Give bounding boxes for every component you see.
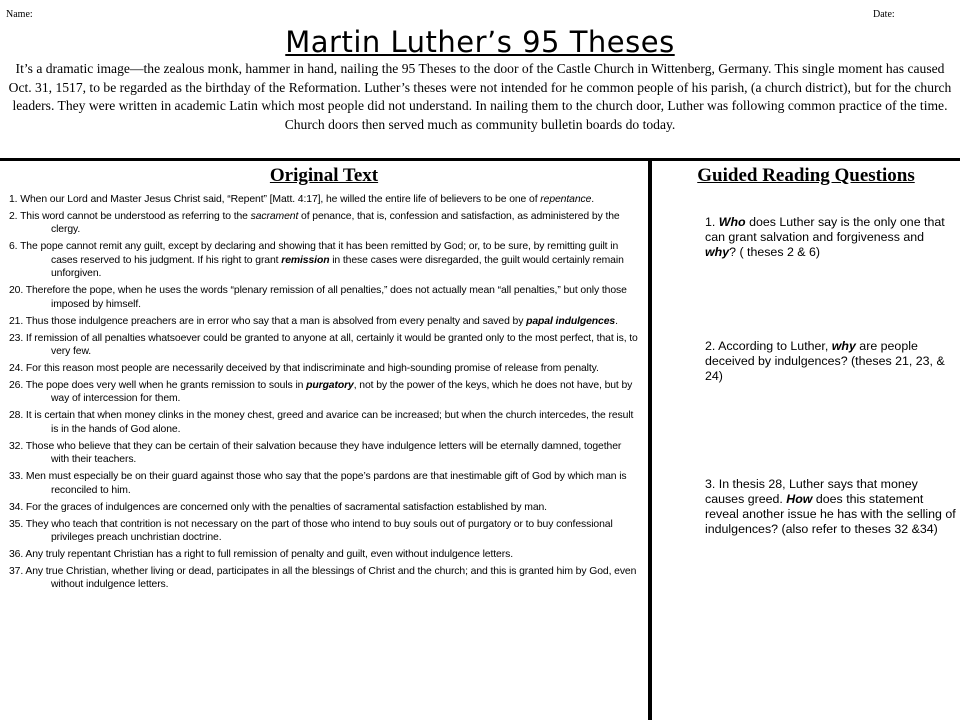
question-3 [705,477,957,537]
question-2-text-a: 2. According to Luther, [705,339,832,353]
thesis-item [5,409,638,436]
original-text-heading: Original Text [269,165,379,186]
intro-paragraph: It’s a dramatic image—the zealous monk, hammer in hand, nailing the 95 Theses to the door of the Castle Church in Wittenberg, Germany. This single moment has caused Oct. 31, 1517, to be regarded as the birthday of the Reformation. Luther’s theses were not intended for he common people of his parish, (a church district), but for the church leaders. They were written in academic Latin which most people did not understand. In nailing them to the church door, Luther was following common practice of the time. Church doors then served much as community bulletin boards do today. [8,61,952,132]
question-1-text-e: ? ( theses 2 & 6) [729,245,821,259]
question-3-how: How [786,492,813,506]
thesis-post: . [615,315,618,327]
thesis-emph: repentance [540,194,592,205]
name-label: Name: [6,9,33,20]
question-2-why: why [831,339,856,353]
thesis-pre: 34. For the graces of indulgences are concerned only with the penalties of sacramental satisfaction established by man. [9,501,547,513]
thesis-post: , not by the power of the keys, which he does not have, but by way of intercession for them. [51,380,633,405]
thesis-emph: purgatory [306,380,354,392]
thesis-item [5,193,638,206]
thesis-post: . [591,194,595,205]
page-title: Martin Luther’s 95 Theses [285,25,675,59]
thesis-item [5,315,638,328]
thesis-item [5,548,638,561]
thesis-pre: 37. Any true Christian, whether living or dead, participates in all the blessings of Christ and the church; and this is granted him by God, even without indulgence letters. [9,566,637,591]
thesis-pre: 6. The pope cannot remit any guilt, except by declaring and showing that it has been remitted by God; or, to be sure, by remitting guilt in cases reserved to his judgment. If his right to grant [9,241,619,266]
thesis-pre: 26. The pope does very well when he grants remission to souls in [9,380,307,392]
thesis-pre: 33. Men must especially be on their guard against those who say that the pope’s pardons are that inestimable gift of God by which man is reconciled to him. [9,471,627,496]
thesis-pre: 35. They who teach that contrition is not necessary on the part of those who intend to buy souls out of purgatory or to buy confessional privileges preach unchristian doctrine. [9,518,613,544]
thesis-pre: 1. When our Lord and Master Jesus Christ said, “Repent” [Matt. 4:17], he willed the entire life of believers to be one of [9,194,541,205]
thesis-pre: 24. For this reason most people are necessarily deceived by that indiscriminate and high-sounding promise of release from penalty. [9,363,599,375]
questions-column [652,163,960,536]
question-2-text-c: are people deceived by indulgences? (theses 21, 23, & 24) [705,339,945,383]
theses-list [0,193,648,592]
thesis-item [5,501,638,514]
thesis-item [5,470,638,497]
thesis-pre: 23. If remission of all penalties whatsoever could be granted to anyone at all, certainly it would be granted only to the most perfect, that is, to very few. [9,332,638,358]
thesis-item [5,240,638,280]
thesis-pre: 32. Those who believe that they can be certain of their salvation because they have indulgence letters will be eternally damned, together with their teachers. [9,440,622,466]
thesis-emph: remission [281,254,330,266]
thesis-item [5,332,638,359]
thesis-item [5,210,638,237]
thesis-pre: 2. This word cannot be understood as referring to the [9,211,251,222]
thesis-post: in these cases were disregarded, the guilt would certainly remain unforgiven. [51,254,624,280]
question-1 [705,215,957,260]
thesis-item [5,518,638,545]
questions-heading: Guided Reading Questions [697,165,915,186]
question-3-text-c: does this statement reveal another issue he has with the selling of indulgences? (also refer to theses 32 &34) [705,492,956,536]
question-1-who: Who [718,215,746,229]
thesis-emph: sacrament [250,211,299,222]
question-1-text-c: does Luther say is the only one that can grant salvation and forgiveness and [705,215,945,244]
question-1-why: why [705,245,730,259]
date-label: Date: [873,9,895,20]
thesis-pre: 36. Any truly repentant Christian has a right to full remission of penalty and guilt, even without indulgence letters. [9,549,513,561]
thesis-item [5,362,638,375]
thesis-emph: papal indulgences [526,315,616,327]
thesis-item [5,440,638,467]
thesis-pre: 21. Thus those indulgence preachers are in error who say that a man is absolved from every penalty and saved by [9,315,527,327]
question-2 [705,339,957,384]
thesis-pre: 28. It is certain that when money clinks in the money chest, greed and avarice can be increased; but when the church intercedes, the result is in the hands of God alone. [9,410,634,435]
thesis-item [5,565,638,592]
thesis-item [5,284,638,311]
column-divider [648,158,652,720]
thesis-item [5,379,638,406]
question-3-text-a: 3. In thesis 28, Luther says that money causes greed. [705,477,918,506]
question-1-text-a: 1. [705,215,719,229]
original-text-column [0,163,648,595]
thesis-post: of penance, that is, confession and satisfaction, as administered by the clergy. [51,211,620,236]
thesis-pre: 20. Therefore the pope, when he uses the words “plenary remission of all penalties,” does not actually mean “all penalties,” but only those imposed by himself. [9,285,627,310]
